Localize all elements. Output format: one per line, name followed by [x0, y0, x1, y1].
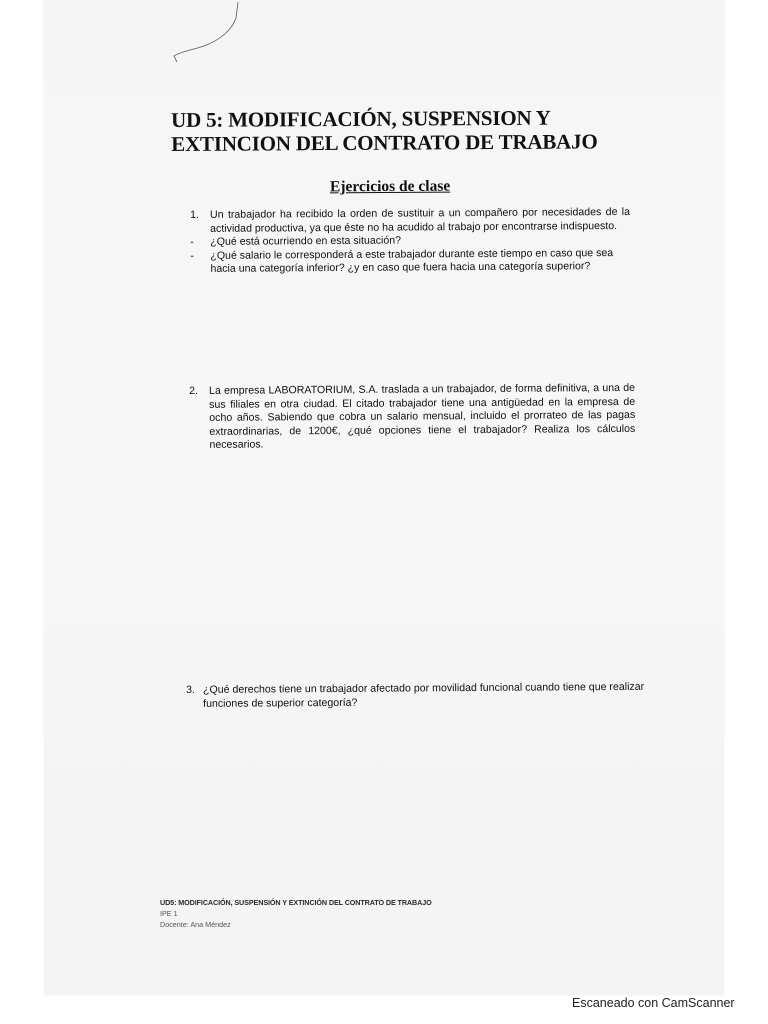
page-title: [171, 105, 631, 156]
exercise-text: Un trabajador ha recibido la orden de sustituir a un compañero por necesidades de la actividad productiva, ya que éste no ha acudido al trabajo por encontrarse indispuesto.: [209, 205, 631, 235]
bullet-dash: -: [190, 235, 194, 248]
footer-unit-title: UD5: MODIFICACIÓN, SUSPENSIÓN Y EXTINCIÓN DEL CONTRATO DE TRABAJO: [160, 898, 432, 907]
exercise-1: [190, 206, 630, 277]
exercise-2: [189, 382, 635, 453]
camscanner-watermark: Escaneado con CamScanner: [572, 996, 735, 1010]
footer-teacher: Docente: Ana Méndez: [160, 920, 231, 929]
title-line-1: UD 5: MODIFICACIÓN, SUSPENSION Y: [171, 105, 551, 132]
section-subtitle: Ejercicios de clase: [329, 177, 451, 196]
bullet-text: ¿Qué salario le corresponderá a este trabajador durante este tiempo en caso que sea hacia una categoría inferior? ¿y en caso que fuera hacia una categoría superior?: [210, 246, 614, 275]
exercise-number: 1.: [190, 208, 199, 221]
page-footer: [160, 897, 432, 930]
pen-scribble: [168, 0, 248, 70]
footer-course: IPE 1: [160, 909, 178, 918]
bullet-text: ¿Qué está ocurriendo en esta situación?: [210, 234, 402, 248]
exercise-text: ¿Qué derechos tiene un trabajador afectado por movilidad funcional cuando tiene que realizar funciones de superior categoría?: [202, 680, 645, 710]
title-line-2: EXTINCION DEL CONTRATO DE TRABAJO: [171, 129, 598, 156]
exercise-bullet: [190, 246, 630, 276]
bullet-dash: -: [190, 249, 194, 262]
exercise-number: 3.: [186, 683, 195, 696]
exercise-3: [186, 681, 646, 711]
exercise-number: 2.: [189, 384, 198, 397]
exercise-text: La empresa LABORATORIUM, S.A. traslada a un trabajador, de forma definitiva, a una de sus filiales en otra ciudad. El citado trabajador tiene una antigüedad en la empresa de ocho años. Sabiendo que cobra un salario mensual, incluido el prorrateo de las pagas extraordinarias, de 1200€, ¿qué opciones tiene el trabajador? Realiza los cálculos necesarios.: [208, 381, 636, 451]
